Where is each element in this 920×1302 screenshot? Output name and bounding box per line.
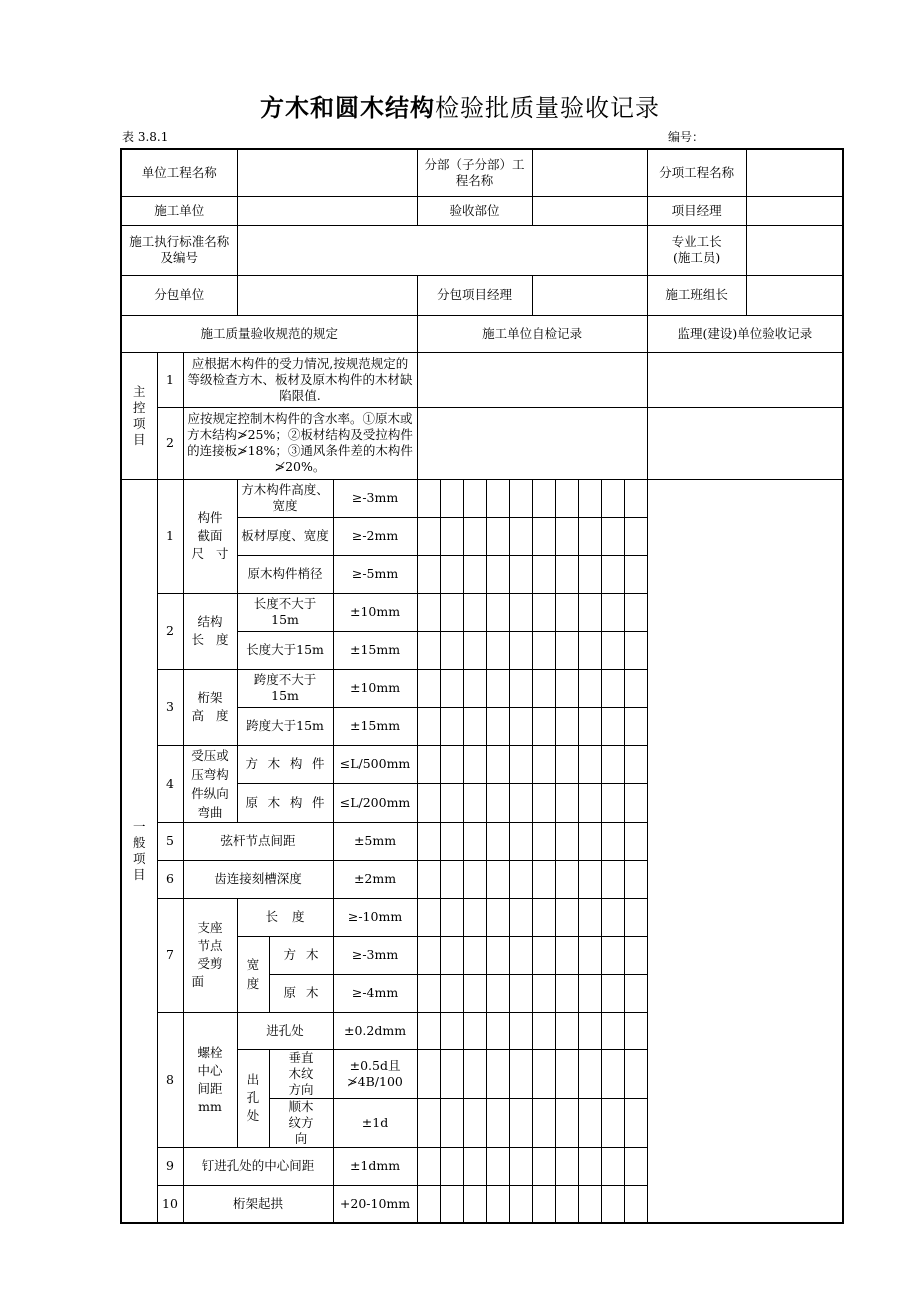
- check-cell[interactable]: [532, 1185, 555, 1223]
- check-cell[interactable]: [555, 707, 578, 745]
- general-item-no: 8: [157, 1012, 183, 1147]
- general-item-name: 桁架高度: [183, 669, 237, 745]
- foreman-label: 专业工长 (施工员): [647, 225, 746, 275]
- check-cell[interactable]: [486, 936, 509, 974]
- check-cell[interactable]: [624, 1012, 647, 1049]
- check-cell[interactable]: [440, 936, 463, 974]
- team-leader-value[interactable]: [746, 275, 843, 315]
- check-cell[interactable]: [578, 1012, 601, 1049]
- check-cell[interactable]: [509, 974, 532, 1012]
- check-cell[interactable]: [532, 631, 555, 669]
- general-item-sub: 顺木纹方向: [269, 1098, 333, 1147]
- numbering-label: 编号：: [668, 130, 705, 144]
- inspection-part-label: 验收部位: [417, 196, 532, 225]
- check-cell[interactable]: [555, 936, 578, 974]
- tolerance: ±10mm: [333, 593, 417, 631]
- check-cell[interactable]: [417, 1049, 440, 1098]
- general-item-no: 3: [157, 669, 183, 745]
- check-cell[interactable]: [486, 1147, 509, 1185]
- check-cell[interactable]: [624, 936, 647, 974]
- contractor-value[interactable]: [237, 196, 417, 225]
- check-cell[interactable]: [417, 936, 440, 974]
- general-item-sub: 原木构件梢径: [237, 555, 333, 593]
- general-item-no: 7: [157, 898, 183, 1012]
- item-project-label: 分项工程名称: [647, 149, 746, 196]
- main-item-no: 1: [157, 352, 183, 407]
- check-cell[interactable]: [624, 784, 647, 823]
- check-cell[interactable]: [509, 1012, 532, 1049]
- check-cell[interactable]: [509, 707, 532, 745]
- check-cell[interactable]: [578, 974, 601, 1012]
- tolerance: ≥-10mm: [333, 898, 417, 936]
- sub-manager-label: 分包项目经理: [417, 275, 532, 315]
- check-cell[interactable]: [417, 822, 440, 860]
- check-cell[interactable]: [509, 745, 532, 784]
- check-cell[interactable]: [463, 860, 486, 898]
- general-item-no: 5: [157, 822, 183, 860]
- tolerance: ±15mm: [333, 631, 417, 669]
- check-cell[interactable]: [486, 631, 509, 669]
- check-cell[interactable]: [555, 669, 578, 707]
- check-cell[interactable]: [578, 936, 601, 974]
- check-cell[interactable]: [440, 555, 463, 593]
- check-cell[interactable]: [417, 898, 440, 936]
- check-cell[interactable]: [509, 784, 532, 823]
- check-cell[interactable]: [555, 898, 578, 936]
- check-cell[interactable]: [578, 1049, 601, 1098]
- general-supervision-cell[interactable]: [647, 479, 843, 1223]
- check-cell[interactable]: [532, 1012, 555, 1049]
- check-cell[interactable]: [555, 784, 578, 823]
- check-cell[interactable]: [463, 707, 486, 745]
- check-cell[interactable]: [601, 631, 624, 669]
- check-cell[interactable]: [555, 1185, 578, 1223]
- tolerance: ≥-2mm: [333, 517, 417, 555]
- sub-project-label: 分部（子分部）工程名称: [417, 149, 532, 196]
- general-item-sub: 方木: [269, 936, 333, 974]
- sub-project-value[interactable]: [532, 149, 647, 196]
- check-cell[interactable]: [532, 936, 555, 974]
- tolerance: ±2mm: [333, 860, 417, 898]
- general-item-no: 10: [157, 1185, 183, 1223]
- general-item-sub: 跨度大于15m: [237, 707, 333, 745]
- tolerance: ≤L/200mm: [333, 784, 417, 823]
- check-cell[interactable]: [509, 1147, 532, 1185]
- check-cell[interactable]: [624, 898, 647, 936]
- check-cell[interactable]: [440, 631, 463, 669]
- check-cell[interactable]: [555, 593, 578, 631]
- check-cell[interactable]: [578, 631, 601, 669]
- check-cell[interactable]: [509, 631, 532, 669]
- subcontractor-label: 分包单位: [121, 275, 237, 315]
- tolerance: ±15mm: [333, 707, 417, 745]
- check-cell[interactable]: [463, 555, 486, 593]
- form-code: 表 3.8.1: [122, 130, 169, 144]
- check-cell[interactable]: [601, 1185, 624, 1223]
- check-cell[interactable]: [463, 1147, 486, 1185]
- check-cell[interactable]: [486, 860, 509, 898]
- check-cell[interactable]: [509, 593, 532, 631]
- check-cell[interactable]: [532, 707, 555, 745]
- general-item-no: 4: [157, 745, 183, 822]
- check-cell[interactable]: [601, 593, 624, 631]
- check-cell[interactable]: [532, 898, 555, 936]
- self-check-column-header: 施工单位自检记录: [417, 315, 647, 352]
- check-cell[interactable]: [463, 1098, 486, 1147]
- check-cell[interactable]: [463, 669, 486, 707]
- check-cell[interactable]: [509, 898, 532, 936]
- check-cell[interactable]: [417, 860, 440, 898]
- check-cell[interactable]: [486, 479, 509, 517]
- general-item-no: 9: [157, 1147, 183, 1185]
- check-cell[interactable]: [509, 860, 532, 898]
- check-cell[interactable]: [463, 974, 486, 1012]
- check-cell[interactable]: [532, 822, 555, 860]
- check-cell[interactable]: [578, 1185, 601, 1223]
- check-cell[interactable]: [601, 1147, 624, 1185]
- check-cell[interactable]: [578, 669, 601, 707]
- check-cell[interactable]: [601, 479, 624, 517]
- main-item-supervision[interactable]: [647, 352, 843, 407]
- check-cell[interactable]: [578, 707, 601, 745]
- check-cell[interactable]: [417, 479, 440, 517]
- check-cell[interactable]: [624, 974, 647, 1012]
- general-item-sub: 长度大于15m: [237, 631, 333, 669]
- foreman-value[interactable]: [746, 225, 843, 275]
- check-cell[interactable]: [555, 631, 578, 669]
- check-cell[interactable]: [463, 784, 486, 823]
- check-cell[interactable]: [463, 631, 486, 669]
- check-cell[interactable]: [486, 1049, 509, 1098]
- check-cell[interactable]: [601, 822, 624, 860]
- check-cell[interactable]: [509, 822, 532, 860]
- check-cell[interactable]: [417, 517, 440, 555]
- check-cell[interactable]: [509, 936, 532, 974]
- check-cell[interactable]: [601, 745, 624, 784]
- check-cell[interactable]: [486, 898, 509, 936]
- check-cell[interactable]: [532, 479, 555, 517]
- general-item-sub-group: 宽度: [237, 936, 269, 1012]
- main-items-label: 主控项目: [121, 352, 157, 479]
- check-cell[interactable]: [624, 669, 647, 707]
- check-cell[interactable]: [624, 479, 647, 517]
- check-cell[interactable]: [532, 1049, 555, 1098]
- general-item-name: 弦杆节点间距: [183, 822, 333, 860]
- check-cell[interactable]: [555, 860, 578, 898]
- check-cell[interactable]: [440, 593, 463, 631]
- check-cell[interactable]: [555, 479, 578, 517]
- check-cell[interactable]: [578, 555, 601, 593]
- tolerance: ±10mm: [333, 669, 417, 707]
- general-item-sub: 进孔处: [237, 1012, 333, 1049]
- general-item-sub: 长度不大于15m: [237, 593, 333, 631]
- general-item-sub: 长度: [237, 898, 333, 936]
- check-cell[interactable]: [417, 1098, 440, 1147]
- general-item-name: 钉进孔处的中心间距: [183, 1147, 333, 1185]
- general-item-name: 构件截面尺寸: [183, 479, 237, 593]
- check-cell[interactable]: [555, 1098, 578, 1147]
- standard-value[interactable]: [237, 225, 647, 275]
- check-cell[interactable]: [532, 1098, 555, 1147]
- check-cell[interactable]: [417, 631, 440, 669]
- general-item-sub: 原木构件: [237, 784, 333, 823]
- main-item-text: 应根据木构件的受力情况,按规范规定的等级检查方木、板材及原木构件的木材缺陷限值.: [183, 352, 417, 407]
- check-cell[interactable]: [555, 517, 578, 555]
- check-cell[interactable]: [440, 1049, 463, 1098]
- check-cell[interactable]: [486, 974, 509, 1012]
- check-cell[interactable]: [555, 1012, 578, 1049]
- main-item-no: 2: [157, 407, 183, 479]
- check-cell[interactable]: [417, 784, 440, 823]
- check-cell[interactable]: [417, 707, 440, 745]
- check-cell[interactable]: [486, 517, 509, 555]
- check-cell[interactable]: [532, 593, 555, 631]
- check-cell[interactable]: [440, 1185, 463, 1223]
- check-cell[interactable]: [509, 1185, 532, 1223]
- check-cell[interactable]: [624, 1147, 647, 1185]
- check-cell[interactable]: [417, 669, 440, 707]
- check-cell[interactable]: [463, 593, 486, 631]
- check-cell[interactable]: [440, 1098, 463, 1147]
- tolerance: ±0.5d且≯4B/100: [333, 1049, 417, 1098]
- check-cell[interactable]: [532, 517, 555, 555]
- check-cell[interactable]: [601, 707, 624, 745]
- tolerance: ≤L/500mm: [333, 745, 417, 784]
- check-cell[interactable]: [486, 555, 509, 593]
- check-cell[interactable]: [509, 1049, 532, 1098]
- project-manager-label: 项目经理: [647, 196, 746, 225]
- general-item-sub: 方木构件: [237, 745, 333, 784]
- check-cell[interactable]: [486, 707, 509, 745]
- check-cell[interactable]: [578, 860, 601, 898]
- check-cell[interactable]: [417, 745, 440, 784]
- check-cell[interactable]: [440, 822, 463, 860]
- general-item-name: 螺栓中心间距mm: [183, 1012, 237, 1147]
- check-cell[interactable]: [486, 669, 509, 707]
- contractor-label: 施工单位: [121, 196, 237, 225]
- tolerance: ≥-3mm: [333, 479, 417, 517]
- check-cell[interactable]: [417, 1147, 440, 1185]
- check-cell[interactable]: [555, 1147, 578, 1185]
- check-cell[interactable]: [532, 974, 555, 1012]
- check-cell[interactable]: [463, 745, 486, 784]
- check-cell[interactable]: [509, 1098, 532, 1147]
- check-cell[interactable]: [486, 593, 509, 631]
- tolerance: ≥-3mm: [333, 936, 417, 974]
- general-item-name: 结构长度: [183, 593, 237, 669]
- check-cell[interactable]: [578, 1098, 601, 1147]
- general-item-sub: 垂直木纹方向: [269, 1049, 333, 1098]
- check-cell[interactable]: [440, 669, 463, 707]
- general-item-no: 6: [157, 860, 183, 898]
- check-cell[interactable]: [532, 1147, 555, 1185]
- check-cell[interactable]: [555, 822, 578, 860]
- check-cell[interactable]: [463, 898, 486, 936]
- inspection-part-value[interactable]: [532, 196, 647, 225]
- sub-manager-value[interactable]: [532, 275, 647, 315]
- check-cell[interactable]: [601, 669, 624, 707]
- page-title: 方木和圆木结构检验批质量验收记录: [260, 93, 660, 122]
- tolerance: ≥-4mm: [333, 974, 417, 1012]
- check-cell[interactable]: [578, 1147, 601, 1185]
- check-cell[interactable]: [601, 1049, 624, 1098]
- general-item-sub: 跨度不大于15m: [237, 669, 333, 707]
- inspection-record-table: [120, 148, 844, 1224]
- check-cell[interactable]: [601, 974, 624, 1012]
- check-cell[interactable]: [417, 593, 440, 631]
- check-cell[interactable]: [509, 669, 532, 707]
- check-cell[interactable]: [532, 669, 555, 707]
- general-item-name: 受压或压弯构件纵向弯曲: [183, 745, 237, 822]
- project-manager-value[interactable]: [746, 196, 843, 225]
- check-cell[interactable]: [555, 974, 578, 1012]
- tolerance: ±5mm: [333, 822, 417, 860]
- check-cell[interactable]: [463, 517, 486, 555]
- general-item-name: 支座节点受剪面: [183, 898, 237, 1012]
- check-cell[interactable]: [440, 974, 463, 1012]
- check-cell[interactable]: [601, 936, 624, 974]
- check-cell[interactable]: [440, 479, 463, 517]
- check-cell[interactable]: [486, 1185, 509, 1223]
- supervision-column-header: 监理(建设)单位验收记录: [647, 315, 843, 352]
- general-item-sub: 原木: [269, 974, 333, 1012]
- check-cell[interactable]: [440, 745, 463, 784]
- check-cell[interactable]: [532, 860, 555, 898]
- check-cell[interactable]: [624, 745, 647, 784]
- check-cell[interactable]: [440, 707, 463, 745]
- check-cell[interactable]: [463, 822, 486, 860]
- check-cell[interactable]: [624, 1049, 647, 1098]
- check-cell[interactable]: [440, 784, 463, 823]
- check-cell[interactable]: [509, 517, 532, 555]
- check-cell[interactable]: [624, 707, 647, 745]
- check-cell[interactable]: [555, 745, 578, 784]
- general-items-label: 一般项目: [121, 479, 157, 1223]
- check-cell[interactable]: [463, 1012, 486, 1049]
- main-item-supervision[interactable]: [647, 407, 843, 479]
- general-item-sub-group: 出孔处: [237, 1049, 269, 1147]
- check-cell[interactable]: [624, 517, 647, 555]
- check-cell[interactable]: [601, 555, 624, 593]
- unit-project-label: 单位工程名称: [121, 149, 237, 196]
- check-cell[interactable]: [555, 1049, 578, 1098]
- check-cell[interactable]: [509, 555, 532, 593]
- main-item-self-check[interactable]: [417, 352, 647, 407]
- check-cell[interactable]: [440, 898, 463, 936]
- general-item-sub: 板材厚度、宽度: [237, 517, 333, 555]
- tolerance: ±0.2dmm: [333, 1012, 417, 1049]
- check-cell[interactable]: [578, 479, 601, 517]
- check-cell[interactable]: [532, 784, 555, 823]
- check-cell[interactable]: [624, 631, 647, 669]
- check-cell[interactable]: [578, 593, 601, 631]
- check-cell[interactable]: [555, 555, 578, 593]
- tolerance: ±1d: [333, 1098, 417, 1147]
- check-cell[interactable]: [624, 1185, 647, 1223]
- tolerance: ±1dmm: [333, 1147, 417, 1185]
- check-cell[interactable]: [578, 745, 601, 784]
- main-item-text: 应按规定控制木构件的含水率。①原木或方木结构≯25%；②板材结构及受拉构件的连接板≯18%；③通风条件差的木构件≯20%。: [183, 407, 417, 479]
- check-cell[interactable]: [601, 1012, 624, 1049]
- check-cell[interactable]: [486, 745, 509, 784]
- general-item-name: 桁架起拱: [183, 1185, 333, 1223]
- check-cell[interactable]: [532, 745, 555, 784]
- check-cell[interactable]: [509, 479, 532, 517]
- check-cell[interactable]: [578, 784, 601, 823]
- tolerance: ≥-5mm: [333, 555, 417, 593]
- check-cell[interactable]: [532, 555, 555, 593]
- item-project-value[interactable]: [746, 149, 843, 196]
- check-cell[interactable]: [463, 936, 486, 974]
- check-cell[interactable]: [624, 593, 647, 631]
- check-cell[interactable]: [486, 784, 509, 823]
- check-cell[interactable]: [417, 1012, 440, 1049]
- check-cell[interactable]: [463, 479, 486, 517]
- spec-column-header: 施工质量验收规范的规定: [121, 315, 417, 352]
- check-cell[interactable]: [417, 555, 440, 593]
- check-cell[interactable]: [463, 1049, 486, 1098]
- main-item-self-check[interactable]: [417, 407, 647, 479]
- check-cell[interactable]: [624, 1098, 647, 1147]
- check-cell[interactable]: [601, 860, 624, 898]
- check-cell[interactable]: [440, 1147, 463, 1185]
- check-cell[interactable]: [624, 822, 647, 860]
- check-cell[interactable]: [486, 822, 509, 860]
- general-item-name: 齿连接刻槽深度: [183, 860, 333, 898]
- check-cell[interactable]: [624, 555, 647, 593]
- check-cell[interactable]: [417, 974, 440, 1012]
- standard-label: 施工执行标准名称及编号: [121, 225, 237, 275]
- general-item-no: 1: [157, 479, 183, 593]
- check-cell[interactable]: [463, 1185, 486, 1223]
- check-cell[interactable]: [440, 517, 463, 555]
- tolerance: +20-10mm: [333, 1185, 417, 1223]
- check-cell[interactable]: [601, 517, 624, 555]
- check-cell[interactable]: [486, 1012, 509, 1049]
- check-cell[interactable]: [601, 784, 624, 823]
- check-cell[interactable]: [601, 898, 624, 936]
- subcontractor-value[interactable]: [237, 275, 417, 315]
- check-cell[interactable]: [578, 822, 601, 860]
- team-leader-label: 施工班组长: [647, 275, 746, 315]
- check-cell[interactable]: [486, 1098, 509, 1147]
- check-cell[interactable]: [440, 1012, 463, 1049]
- check-cell[interactable]: [601, 1098, 624, 1147]
- check-cell[interactable]: [417, 1185, 440, 1223]
- check-cell[interactable]: [440, 860, 463, 898]
- check-cell[interactable]: [578, 517, 601, 555]
- unit-project-value[interactable]: [237, 149, 417, 196]
- general-item-sub: 方木构件高度、宽度: [237, 479, 333, 517]
- general-item-no: 2: [157, 593, 183, 669]
- check-cell[interactable]: [578, 898, 601, 936]
- check-cell[interactable]: [624, 860, 647, 898]
